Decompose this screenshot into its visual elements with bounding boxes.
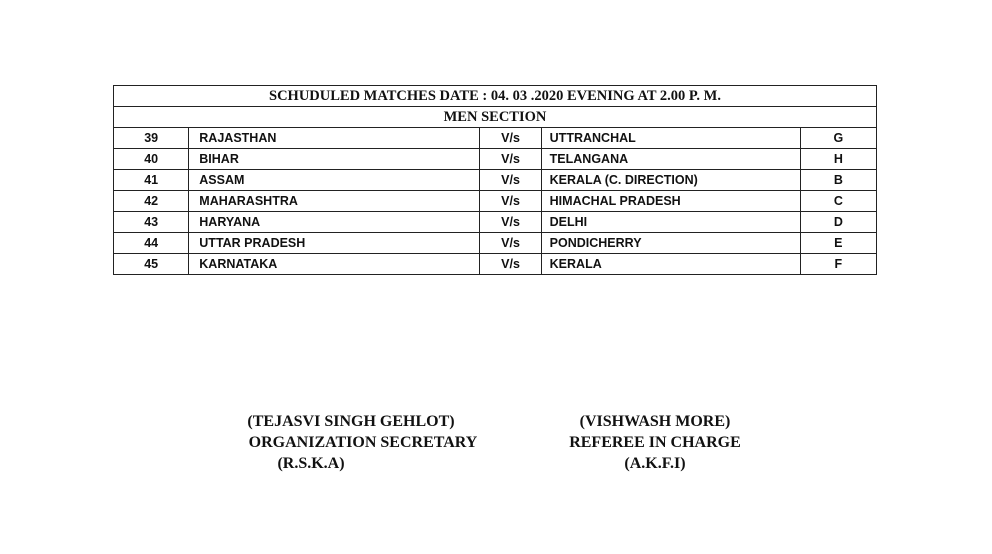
group-letter: D — [800, 212, 876, 233]
versus-label: V/s — [480, 233, 541, 254]
match-number: 44 — [114, 233, 189, 254]
group-letter: E — [800, 233, 876, 254]
versus-label: V/s — [480, 170, 541, 191]
match-schedule-table — [113, 85, 877, 275]
referee-organization: (A.K.F.I) — [624, 455, 686, 472]
team-two: HIMACHAL PRADESH — [541, 191, 800, 212]
section-header-row — [114, 107, 877, 128]
team-one: HARYANA — [189, 212, 480, 233]
group-letter: F — [800, 254, 876, 275]
team-one: KARNATAKA — [189, 254, 480, 275]
section-title: MEN SECTION — [114, 107, 877, 128]
schedule-header-row — [114, 86, 877, 107]
referee-title: REFEREE IN CHARGE — [569, 434, 741, 451]
group-letter: G — [800, 128, 876, 149]
team-two: TELANGANA — [541, 149, 800, 170]
table-row — [114, 254, 877, 275]
secretary-organization: (R.S.K.A) — [277, 455, 345, 472]
table-row — [114, 191, 877, 212]
team-one: MAHARASHTRA — [189, 191, 480, 212]
versus-label: V/s — [480, 212, 541, 233]
table-row — [114, 170, 877, 191]
team-one: RAJASTHAN — [189, 128, 480, 149]
versus-label: V/s — [480, 254, 541, 275]
match-number: 39 — [114, 128, 189, 149]
match-number: 45 — [114, 254, 189, 275]
referee-signature — [540, 411, 770, 474]
team-two: KERALA (C. DIRECTION) — [541, 170, 800, 191]
group-letter: C — [800, 191, 876, 212]
group-letter: B — [800, 170, 876, 191]
team-one: UTTAR PRADESH — [189, 233, 480, 254]
versus-label: V/s — [480, 149, 541, 170]
versus-label: V/s — [480, 191, 541, 212]
team-two: PONDICHERRY — [541, 233, 800, 254]
secretary-title: ORGANIZATION SECRETARY — [248, 434, 478, 451]
match-number: 40 — [114, 149, 189, 170]
schedule-title: SCHUDULED MATCHES DATE : 04. 03 .2020 EVENING AT 2.00 P. M. — [114, 86, 877, 107]
table-row — [114, 212, 877, 233]
team-two: DELHI — [541, 212, 800, 233]
secretary-name: (TEJASVI SINGH GEHLOT) — [247, 413, 455, 430]
versus-label: V/s — [480, 128, 541, 149]
organization-secretary-signature — [238, 411, 488, 474]
team-one: ASSAM — [189, 170, 480, 191]
team-two: UTTRANCHAL — [541, 128, 800, 149]
table-row — [114, 233, 877, 254]
match-number: 43 — [114, 212, 189, 233]
match-number: 42 — [114, 191, 189, 212]
table-row — [114, 149, 877, 170]
table-row — [114, 128, 877, 149]
group-letter: H — [800, 149, 876, 170]
team-two: KERALA — [541, 254, 800, 275]
referee-name: (VISHWASH MORE) — [579, 413, 731, 430]
team-one: BIHAR — [189, 149, 480, 170]
match-number: 41 — [114, 170, 189, 191]
